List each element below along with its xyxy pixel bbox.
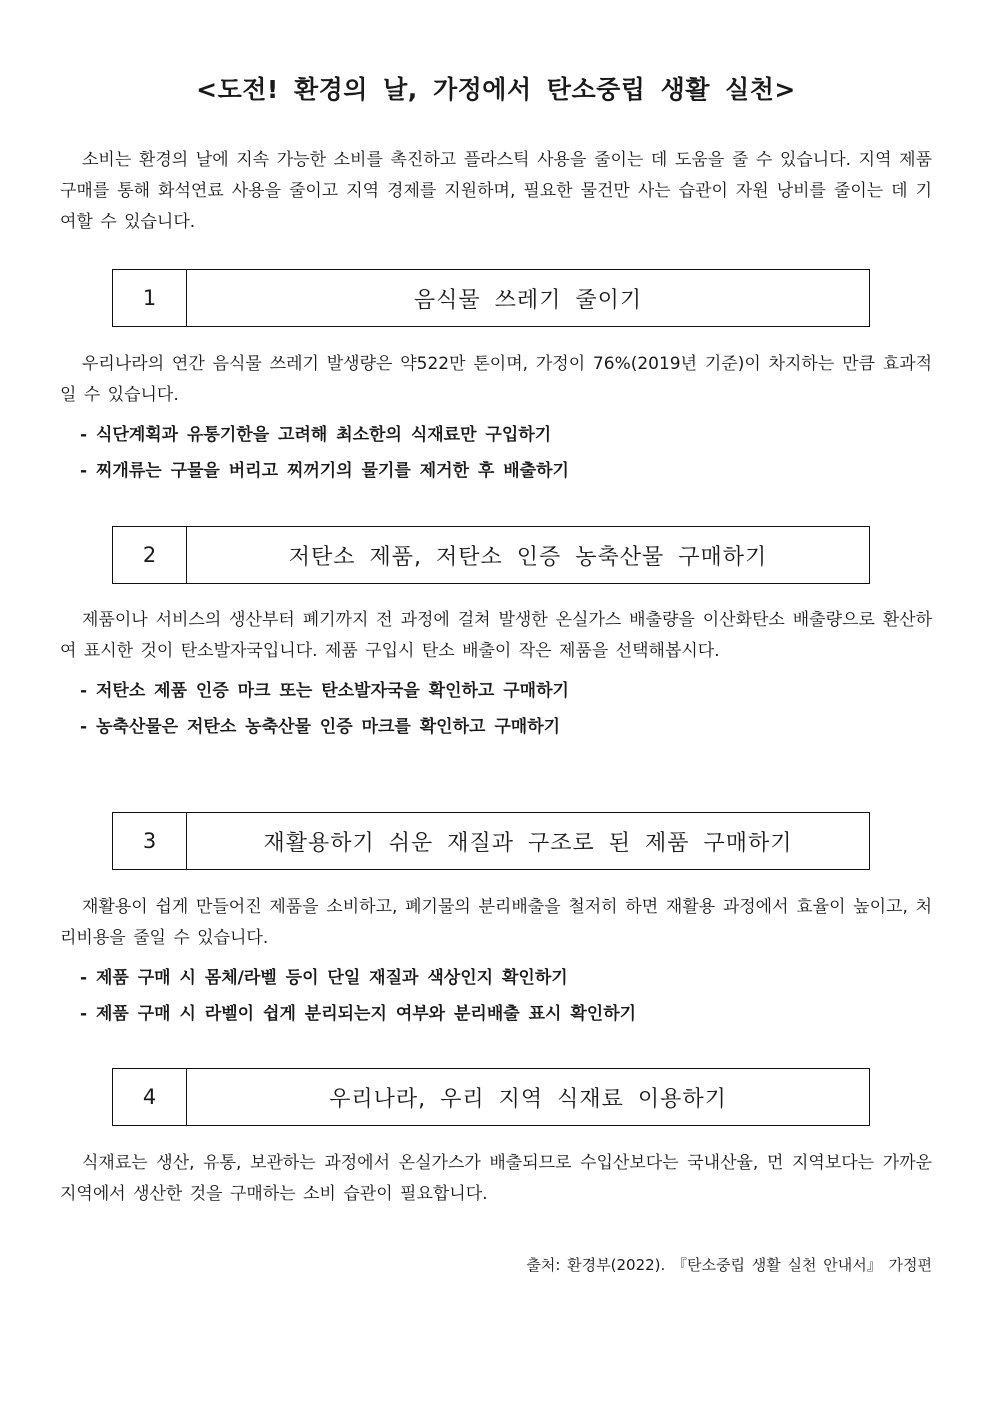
intro-paragraph: 소비는 환경의 날에 지속 가능한 소비를 촉진하고 플라스틱 사용을 줄이는 데 도움을 줄 수 있습니다. 지역 제품 구매를 통해 화석연료 사용을 줄이고 지역 경제를 지원하며, 필요한 물건만 사는 습관이 자원 낭비를 줄이는 데 기여할 수 있습니다. <box>60 150 932 232</box>
section-1-bullet-1: - 식단계획과 유통기한을 고려해 최소한의 식재료만 구입하기 <box>80 425 552 445</box>
section-2-number: 2 <box>113 527 187 583</box>
section-3-number: 3 <box>113 813 187 869</box>
section-1-title: 음식물 쓰레기 줄이기 <box>413 287 643 313</box>
section-4-header <box>112 1068 870 1126</box>
section-3-title: 재활용하기 쉬운 재질과 구조로 된 제품 구매하기 <box>263 830 793 856</box>
section-3-body <box>60 892 932 1026</box>
section-2-body <box>60 605 932 739</box>
section-2-header <box>112 526 870 584</box>
section-2-paragraph: 제품이나 서비스의 생산부터 폐기까지 전 과정에 걸쳐 발생한 온실가스 배출량을 이산화탄소 배출량으로 환산하여 표시한 것이 탄소발자국입니다. 제품 구입시 탄소 배출이 작은 제품을 선택해봅시다. <box>60 610 932 661</box>
section-3-bullet-2: - 제품 구매 시 라벨이 쉽게 분리되는지 여부와 분리배출 표시 확인하기 <box>80 1004 637 1024</box>
section-2-title: 저탄소 제품, 저탄소 인증 농축산물 구매하기 <box>288 544 768 570</box>
source-citation: 출처: 환경부(2022). 『탄소중립 생활 실천 안내서』 가정편 <box>526 1256 932 1274</box>
section-2-bullet-2: - 농축산물은 저탄소 농축산물 인증 마크를 확인하고 구매하기 <box>80 717 561 737</box>
section-2-bullet-1: - 저탄소 제품 인증 마크 또는 탄소발자국을 확인하고 구매하기 <box>80 681 569 701</box>
section-1-body <box>60 349 932 483</box>
intro-paragraph-block <box>60 145 932 238</box>
section-1-number: 1 <box>113 270 187 326</box>
section-4-title: 우리나라, 우리 지역 식재료 이용하기 <box>329 1086 727 1112</box>
section-1-paragraph: 우리나라의 연간 음식물 쓰레기 발생량은 약522만 톤이며, 가정이 76%(2019년 기준)이 차지하는 만큼 효과적일 수 있습니다. <box>60 354 932 405</box>
section-3-paragraph: 재활용이 쉽게 만들어진 제품을 소비하고, 폐기물의 분리배출을 철저히 하면 재활용 과정에서 효율이 높이고, 처리비용을 줄일 수 있습니다. <box>60 897 932 948</box>
section-3-header <box>112 812 870 870</box>
page-title: <도전! 환경의 날, 가정에서 탄소중립 생활 실천> <box>196 75 796 104</box>
section-1-header <box>112 269 870 327</box>
section-1-bullet-2: - 찌개류는 구물을 버리고 찌꺼기의 물기를 제거한 후 배출하기 <box>80 461 569 481</box>
section-4-paragraph: 식재료는 생산, 유통, 보관하는 과정에서 온실가스가 배출되므로 수입산보다는 국내산율, 먼 지역보다는 가까운 지역에서 생산한 것을 구매하는 소비 습관이 필요합니다. <box>60 1153 932 1204</box>
section-4-body <box>60 1148 932 1210</box>
section-4-number: 4 <box>113 1069 187 1125</box>
section-3-bullet-1: - 제품 구매 시 몸체/라벨 등이 단일 재질과 색상인지 확인하기 <box>80 968 568 988</box>
